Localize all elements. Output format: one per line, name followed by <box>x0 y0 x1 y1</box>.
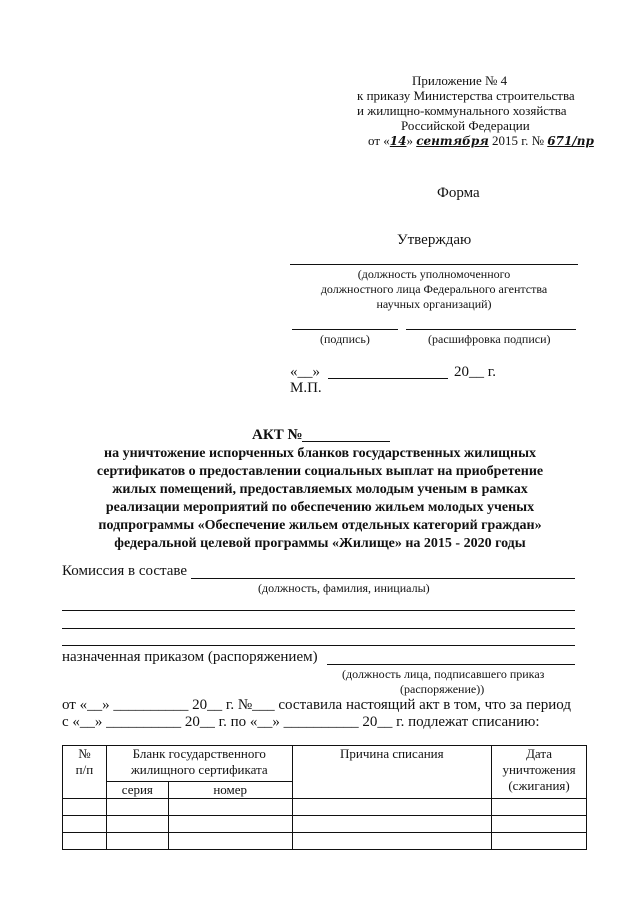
table-row <box>63 833 587 850</box>
appendix-order-ref: к приказу Министерства строительства <box>357 88 575 103</box>
signature-line <box>292 329 398 330</box>
date-year: 2015 г. № <box>492 133 545 148</box>
commission-caption: (должность, фамилия, инициалы) <box>258 581 430 595</box>
approve-date-day: «__» <box>290 364 320 380</box>
order-caption-2: (распоряжение)) <box>400 682 485 696</box>
position-caption-2: должностного лица Федерального агентства <box>320 282 548 296</box>
header-date-2: уничтожения <box>502 762 576 777</box>
act-number-line <box>302 441 390 442</box>
date-day-handwritten: 14 <box>389 134 407 148</box>
signature-caption: (подпись) <box>320 332 370 346</box>
decoding-caption: (расшифровка подписи) <box>428 332 551 346</box>
position-caption-3: научных организаций) <box>376 297 492 311</box>
commission-line-4 <box>62 645 575 646</box>
appendix-number: Приложение № 4 <box>412 73 508 88</box>
commission-line-2 <box>62 610 575 611</box>
act-title: АКТ № <box>252 427 303 443</box>
appendix-date-line <box>368 133 594 149</box>
header-num <box>63 746 107 799</box>
header-reason-text: Причина списания <box>340 746 444 761</box>
order-caption-1: (должность лица, подписавшего приказ <box>342 667 545 681</box>
act-line-1: на уничтожение испорченных бланков государственных жилищных <box>104 446 536 461</box>
act-line-4: реализации мероприятий по обеспечению жильем молодых ученых <box>105 500 535 515</box>
act-period-line: с «__» __________ 20__ г. по «__» __________ 20__ г. подлежат списанию: <box>62 714 540 730</box>
header-reason <box>292 746 491 799</box>
header-blank-2: жилищного сертификата <box>130 762 268 777</box>
order-label: назначенная приказом (распоряжением) <box>62 649 318 665</box>
act-from-line: от «__» __________ 20__ г. №___ составила настоящий акт в том, что за период <box>62 697 571 713</box>
approve-date-year: 20__ г. <box>454 364 496 380</box>
form-label: Форма <box>437 185 480 201</box>
date-quote: » <box>406 133 413 148</box>
table-header-row <box>63 746 587 782</box>
decoding-line <box>406 329 576 330</box>
act-line-2: сертификатов о предоставлении социальных выплат на приобретение <box>96 464 544 479</box>
commission-label: Комиссия в составе <box>62 563 188 579</box>
write-off-table <box>62 745 587 850</box>
act-line-6: федеральной целевой программы «Жилище» на 2015 - 2020 годы <box>114 536 526 551</box>
date-prefix: от « <box>368 133 390 148</box>
appendix-country: Российской Федерации <box>401 118 530 133</box>
date-month-handwritten: сентября <box>416 134 489 148</box>
header-date-1: Дата <box>526 746 552 761</box>
order-number-handwritten: 671/пр <box>547 134 594 148</box>
appendix-ministry: и жилищно-коммунального хозяйства <box>357 103 567 118</box>
header-blank-1: Бланк государственного <box>132 746 266 761</box>
header-date <box>492 746 587 799</box>
approve-date-month-line <box>328 378 448 379</box>
act-line-3: жилых помещений, предоставляемых молодым ученым в рамках <box>112 482 528 497</box>
header-date-3: (сжигания) <box>508 778 570 793</box>
position-caption-1: (должность уполномоченного <box>357 267 511 281</box>
commission-line-1 <box>191 578 575 579</box>
position-signature-line <box>290 264 578 265</box>
header-series: серия <box>106 782 168 799</box>
header-num-1: № <box>78 746 91 761</box>
header-num-2: п/п <box>75 762 94 777</box>
approve-title: Утверждаю <box>397 232 472 248</box>
order-line <box>327 664 575 665</box>
header-number: номер <box>168 782 292 799</box>
act-line-5: подпрограммы «Обеспечение жильем отдельных категорий граждан» <box>98 518 542 533</box>
table-row <box>63 816 587 833</box>
stamp-label: М.П. <box>290 380 322 396</box>
commission-line-3 <box>62 628 575 629</box>
table-row <box>63 799 587 816</box>
header-blank <box>106 746 292 782</box>
